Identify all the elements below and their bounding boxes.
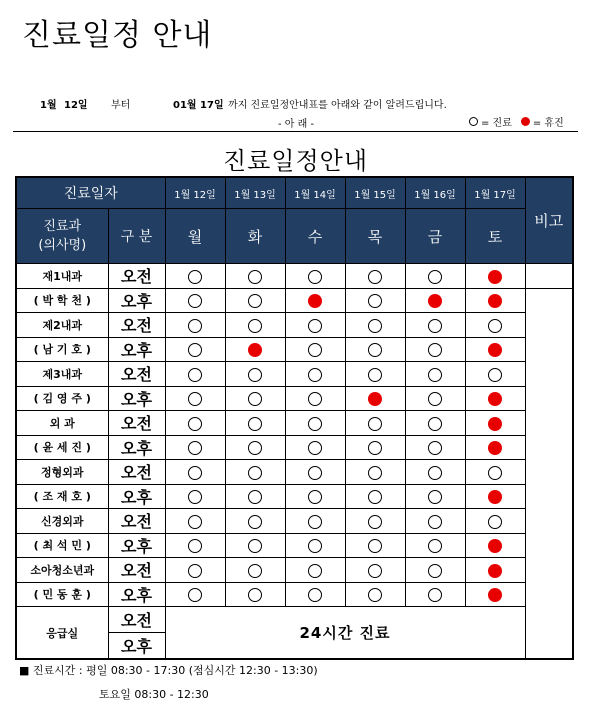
status-cell	[165, 313, 225, 338]
open-circle-icon	[428, 270, 442, 284]
open-circle-icon	[308, 539, 322, 553]
open-circle-icon	[428, 368, 442, 382]
open-circle-icon	[188, 588, 202, 602]
status-cell	[225, 460, 285, 485]
dept-name: 재1내과	[16, 264, 108, 289]
status-cell	[165, 362, 225, 387]
open-circle-icon	[308, 490, 322, 504]
status-cell	[465, 362, 525, 387]
open-circle-icon	[488, 319, 502, 333]
open-circle-icon	[368, 588, 382, 602]
header-date-label: 진료일자	[16, 177, 165, 209]
open-circle-icon	[428, 490, 442, 504]
status-cell	[165, 435, 225, 460]
doctor-name: ( 민 동 훈 )	[16, 582, 108, 607]
am-label: 오전	[108, 558, 165, 583]
open-circle-icon	[308, 417, 322, 431]
open-circle-icon	[188, 515, 202, 529]
status-cell	[165, 558, 225, 583]
start-day: 12일	[64, 100, 88, 111]
status-cell	[165, 264, 225, 289]
status-cell	[165, 411, 225, 436]
status-cell	[405, 435, 465, 460]
status-cell	[225, 288, 285, 313]
schedule-row	[16, 362, 573, 387]
status-cell	[225, 313, 285, 338]
open-circle-icon	[308, 588, 322, 602]
open-circle-icon	[368, 270, 382, 284]
legend-closed-label: = 휴진	[532, 118, 564, 129]
open-circle-icon	[428, 417, 442, 431]
am-label: 오전	[108, 264, 165, 289]
pm-label: 오후	[108, 582, 165, 607]
schedule-row	[16, 460, 573, 485]
status-cell	[345, 288, 405, 313]
open-circle-icon	[428, 319, 442, 333]
header-divider	[13, 131, 578, 132]
dept-name: 제3내과	[16, 362, 108, 387]
status-cell	[405, 264, 465, 289]
dept-name: 신경외과	[16, 509, 108, 534]
status-cell	[405, 509, 465, 534]
open-circle-icon	[488, 515, 502, 529]
open-circle-icon	[308, 515, 322, 529]
header-dept-label	[16, 209, 108, 264]
status-cell	[225, 582, 285, 607]
doctor-name: ( 조 재 호 )	[16, 484, 108, 509]
status-cell	[345, 386, 405, 411]
status-cell	[165, 582, 225, 607]
status-cell	[465, 411, 525, 436]
status-cell	[285, 337, 345, 362]
status-cell	[345, 582, 405, 607]
date-cell: 1월 17일	[465, 177, 525, 209]
doctor-name: ( 윤 세 진 )	[16, 435, 108, 460]
closed-dot-icon	[488, 441, 502, 455]
status-cell	[285, 288, 345, 313]
closed-dot-icon	[488, 343, 502, 357]
pm-label: 오후	[108, 288, 165, 313]
open-circle-icon	[188, 392, 202, 406]
open-circle-icon	[428, 441, 442, 455]
open-circle-icon	[469, 117, 478, 126]
open-circle-icon	[368, 294, 382, 308]
status-cell	[165, 288, 225, 313]
open-circle-icon	[308, 466, 322, 480]
status-cell	[405, 288, 465, 313]
schedule-table	[15, 176, 574, 660]
date-cell: 1월 14일	[285, 177, 345, 209]
status-cell	[285, 264, 345, 289]
open-circle-icon	[248, 270, 262, 284]
closed-dot-icon	[248, 343, 262, 357]
open-circle-icon	[488, 368, 502, 382]
open-circle-icon	[248, 319, 262, 333]
emergency-label: 응급실	[16, 607, 108, 660]
status-cell	[285, 386, 345, 411]
pm-label: 오후	[108, 533, 165, 558]
closed-dot-icon	[488, 270, 502, 284]
closed-dot-icon	[488, 564, 502, 578]
am-label: 오전	[108, 313, 165, 338]
pm-label: 오후	[108, 484, 165, 509]
doctor-name: ( 박 학 천 )	[16, 288, 108, 313]
am-label: 오전	[108, 411, 165, 436]
status-cell	[225, 533, 285, 558]
open-circle-icon	[308, 441, 322, 455]
status-cell	[345, 460, 405, 485]
closed-dot-icon	[488, 417, 502, 431]
day-cell: 화	[225, 209, 285, 264]
status-cell	[225, 386, 285, 411]
status-cell	[405, 386, 465, 411]
schedule-row	[16, 313, 573, 338]
hours-saturday: 토요일 08:30 - 12:30	[99, 688, 209, 701]
day-cell: 목	[345, 209, 405, 264]
legend	[469, 114, 564, 129]
status-cell	[165, 509, 225, 534]
open-circle-icon	[368, 368, 382, 382]
open-circle-icon	[428, 515, 442, 529]
status-cell	[165, 460, 225, 485]
status-cell	[465, 582, 525, 607]
day-cell: 월	[165, 209, 225, 264]
open-circle-icon	[368, 515, 382, 529]
status-cell	[225, 509, 285, 534]
status-cell	[465, 509, 525, 534]
open-circle-icon	[188, 466, 202, 480]
open-circle-icon	[428, 588, 442, 602]
date-cell: 1월 12일	[165, 177, 225, 209]
open-circle-icon	[248, 417, 262, 431]
open-circle-icon	[308, 564, 322, 578]
am-label: 오전	[108, 607, 165, 633]
open-circle-icon	[248, 441, 262, 455]
status-cell	[345, 411, 405, 436]
open-circle-icon	[368, 417, 382, 431]
status-cell	[285, 509, 345, 534]
status-cell	[225, 558, 285, 583]
open-circle-icon	[188, 417, 202, 431]
dept-name: 제2내과	[16, 313, 108, 338]
status-cell	[285, 484, 345, 509]
closed-dot-icon	[488, 392, 502, 406]
status-cell	[465, 460, 525, 485]
status-cell	[165, 533, 225, 558]
schedule-row	[16, 533, 573, 558]
open-circle-icon	[248, 564, 262, 578]
open-circle-icon	[368, 490, 382, 504]
status-cell	[165, 337, 225, 362]
schedule-row	[16, 582, 573, 607]
schedule-row	[16, 484, 573, 509]
closed-dot-icon	[488, 490, 502, 504]
open-circle-icon	[248, 490, 262, 504]
legend-open-label: = 진료	[481, 118, 512, 129]
open-circle-icon	[428, 466, 442, 480]
status-cell	[345, 313, 405, 338]
page-title: 진료일정 안내	[22, 18, 213, 53]
status-cell	[405, 582, 465, 607]
open-circle-icon	[188, 490, 202, 504]
open-circle-icon	[368, 466, 382, 480]
date-cell: 1월 16일	[405, 177, 465, 209]
am-label: 오전	[108, 509, 165, 534]
open-circle-icon	[428, 392, 442, 406]
status-cell	[285, 582, 345, 607]
open-circle-icon	[188, 564, 202, 578]
remarks-header: 비고	[525, 177, 573, 264]
status-cell	[405, 337, 465, 362]
schedule-row	[16, 337, 573, 362]
open-circle-icon	[368, 441, 382, 455]
end-date: 01월 17일	[173, 100, 224, 111]
header-period-label: 구 분	[108, 209, 165, 264]
hours-weekday: ■ 진료시간 : 평일 08:30 - 17:30 (점심시간 12:30 - 13:30)	[19, 664, 318, 677]
closed-dot-icon	[308, 294, 322, 308]
emergency-row	[16, 607, 573, 633]
open-circle-icon	[248, 515, 262, 529]
open-circle-icon	[308, 392, 322, 406]
closed-dot-icon	[521, 117, 530, 126]
dept-name: 소아청소년과	[16, 558, 108, 583]
status-cell	[465, 264, 525, 289]
status-cell	[465, 558, 525, 583]
status-cell	[285, 411, 345, 436]
open-circle-icon	[368, 319, 382, 333]
open-circle-icon	[248, 294, 262, 308]
pm-label: 오후	[108, 633, 165, 660]
open-circle-icon	[488, 466, 502, 480]
schedule-row	[16, 509, 573, 534]
status-cell	[465, 313, 525, 338]
open-circle-icon	[248, 539, 262, 553]
emergency-text: 24시간 진료	[165, 607, 525, 660]
open-circle-icon	[188, 539, 202, 553]
status-cell	[405, 558, 465, 583]
closed-dot-icon	[428, 294, 442, 308]
doctor-name: ( 최 석 민 )	[16, 533, 108, 558]
schedule-row	[16, 558, 573, 583]
header-dept-line1: 진료과	[43, 219, 82, 234]
table-title: 진료일정안내	[222, 147, 369, 175]
open-circle-icon	[248, 368, 262, 382]
status-cell	[465, 435, 525, 460]
open-circle-icon	[428, 539, 442, 553]
open-circle-icon	[188, 270, 202, 284]
schedule-row	[16, 386, 573, 411]
open-circle-icon	[248, 466, 262, 480]
open-circle-icon	[368, 539, 382, 553]
status-cell	[465, 337, 525, 362]
status-cell	[225, 362, 285, 387]
status-cell	[285, 362, 345, 387]
date-cell: 1월 13일	[225, 177, 285, 209]
pm-label: 오후	[108, 337, 165, 362]
open-circle-icon	[308, 368, 322, 382]
below-marker: - 아 래 -	[278, 119, 315, 130]
status-cell	[285, 460, 345, 485]
schedule-row	[16, 435, 573, 460]
status-cell	[225, 264, 285, 289]
status-cell	[225, 411, 285, 436]
start-month: 1월	[40, 100, 57, 111]
open-circle-icon	[368, 564, 382, 578]
open-circle-icon	[188, 319, 202, 333]
status-cell	[405, 411, 465, 436]
doctor-name: ( 남 기 호 )	[16, 337, 108, 362]
am-label: 오전	[108, 460, 165, 485]
status-cell	[285, 435, 345, 460]
day-cell: 금	[405, 209, 465, 264]
open-circle-icon	[188, 343, 202, 357]
pm-label: 오후	[108, 435, 165, 460]
status-cell	[285, 313, 345, 338]
open-circle-icon	[308, 319, 322, 333]
status-cell	[405, 533, 465, 558]
status-cell	[405, 362, 465, 387]
open-circle-icon	[308, 270, 322, 284]
status-cell	[285, 558, 345, 583]
status-cell	[225, 337, 285, 362]
day-cell: 토	[465, 209, 525, 264]
status-cell	[345, 264, 405, 289]
status-cell	[285, 533, 345, 558]
day-cell: 수	[285, 209, 345, 264]
remarks-cell	[525, 264, 573, 289]
open-circle-icon	[428, 343, 442, 357]
open-circle-icon	[368, 343, 382, 357]
header-dept-line2: (의사명)	[38, 238, 87, 253]
status-cell	[405, 460, 465, 485]
status-cell	[345, 362, 405, 387]
date-cell: 1월 15일	[345, 177, 405, 209]
status-cell	[165, 386, 225, 411]
notice-message: 까지 진료일정안내표를 아래와 같이 알려드립니다.	[228, 100, 447, 111]
closed-dot-icon	[488, 588, 502, 602]
from-label: 부터	[111, 100, 131, 111]
status-cell	[345, 533, 405, 558]
closed-dot-icon	[488, 539, 502, 553]
status-cell	[345, 558, 405, 583]
open-circle-icon	[428, 564, 442, 578]
open-circle-icon	[248, 392, 262, 406]
open-circle-icon	[188, 294, 202, 308]
schedule-row	[16, 288, 573, 313]
status-cell	[345, 484, 405, 509]
status-cell	[465, 386, 525, 411]
status-cell	[345, 509, 405, 534]
dept-name: 정형외과	[16, 460, 108, 485]
open-circle-icon	[188, 368, 202, 382]
status-cell	[165, 484, 225, 509]
am-label: 오전	[108, 362, 165, 387]
status-cell	[405, 313, 465, 338]
closed-dot-icon	[368, 392, 382, 406]
open-circle-icon	[308, 343, 322, 357]
schedule-row	[16, 411, 573, 436]
dept-name: 외 과	[16, 411, 108, 436]
status-cell	[465, 484, 525, 509]
open-circle-icon	[188, 441, 202, 455]
status-cell	[225, 484, 285, 509]
status-cell	[225, 435, 285, 460]
pm-label: 오후	[108, 386, 165, 411]
status-cell	[345, 337, 405, 362]
status-cell	[345, 435, 405, 460]
remarks-cell	[525, 288, 573, 659]
status-cell	[405, 484, 465, 509]
closed-dot-icon	[488, 294, 502, 308]
status-cell	[465, 288, 525, 313]
schedule-row	[16, 264, 573, 289]
open-circle-icon	[248, 588, 262, 602]
status-cell	[465, 533, 525, 558]
doctor-name: ( 김 영 주 )	[16, 386, 108, 411]
